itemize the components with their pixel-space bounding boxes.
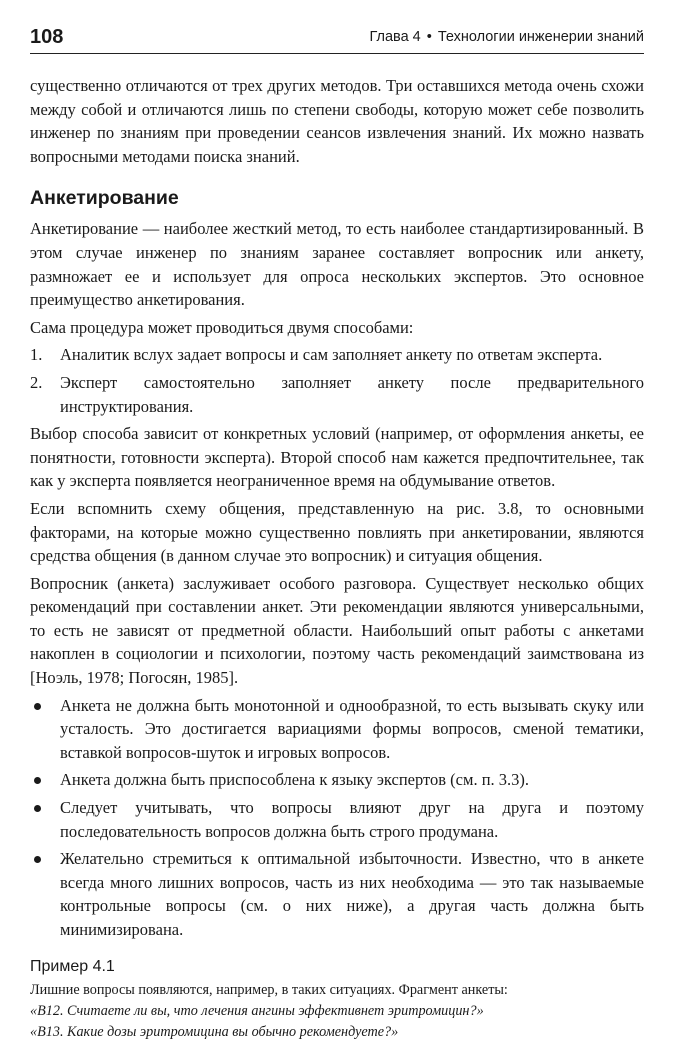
paragraph: Выбор способа зависит от конкретных условий (например, от оформления анкеты, ее понятности, готовности эксперта). Второй способ нам кажется предпочтительнее, так как у эксперта появляется неограниченное время на обдумывание ответов.: [30, 424, 644, 491]
bullet-list-item: [30, 796, 644, 843]
list-number: 1.: [30, 345, 43, 365]
chapter-label: Глава 4: [369, 29, 421, 45]
example-body: [30, 980, 644, 1043]
page-number: 108: [30, 26, 64, 48]
bullet-list-item: [30, 768, 644, 792]
list-item-text: Анкета не должна быть монотонной и однообразной, то есть вызывать скуку или усталость. Это достигается вариациями формы вопросов, сменой тематики, вставкой вопросов-шуток и игровых вопросов.: [60, 695, 644, 762]
bullet-icon: [34, 856, 41, 863]
chapter-title: [369, 28, 644, 46]
example-quote: «В12. Считаете ли вы, что лечения ангины эффективнет эритромицин?»: [30, 1002, 484, 1019]
list-item-text: Эксперт самостоятельно заполняет анкету после предварительного инструктирования.: [60, 372, 644, 416]
list-item-text: Желательно стремиться к оптимальной избыточности. Известно, что в анкете всегда много лишних вопросов, часть из них необходима — это так называемые контрольные вопросы (см. о них ниже), а другая часть должна быть минимизирована.: [60, 849, 644, 939]
list-number: 2.: [30, 372, 43, 392]
bullet-icon: [34, 805, 41, 812]
list-item-text: Следует учитывать, что вопросы влияют друг на друга и поэтому последовательность вопросов должна быть строго продумана.: [60, 798, 644, 841]
list-item-text: Анкета должна быть приспособлена к языку экспертов (см. п. 3.3).: [60, 770, 530, 790]
bullet-icon: [34, 777, 41, 784]
paragraph: Если вспомнить схему общения, представленную на рис. 3.8, то основными факторами, на которые можно существенно повлиять при анкетировании, являются средства общения (в данном случае это вопросник) и ситуация общения.: [30, 498, 644, 566]
list-item-text: Аналитик вслух задает вопросы и сам заполняет анкету по ответам эксперта.: [60, 345, 603, 365]
paragraph: Вопросник (анкета) заслуживает особого разговора. Существует несколько общих рекомендаций при составлении анкет. Эти рекомендации являются универсальными, то есть не зависят от предметной области. Наибольший опыт работы с анкетами накоплен в социологии и психологии, поэтому часть рекомендаций заимствована из [Ноэль, 1978; Погосян, 1985].: [30, 573, 644, 688]
paragraph: Сама процедура может проводиться двумя способами:: [30, 317, 414, 337]
intro-paragraph: существенно отличаются от трех других методов. Три оставшихся метода очень схожи между собой и отличаются лишь по степени свободы, которую может себе позволить инженер по знаниям при проведении сеансов извлечения знаний. Их можно назвать вопросными методами поиска знаний.: [30, 76, 644, 166]
page-content: [30, 74, 644, 1043]
example-heading: Пример 4.1: [30, 957, 115, 975]
example-intro: Лишние вопросы появляются, например, в таких ситуациях. Фрагмент анкеты:: [30, 981, 508, 998]
numbered-list-item: [30, 371, 644, 418]
example-quote: «В13. Какие дозы эритромицина вы обычно рекомендуете?»: [30, 1023, 399, 1040]
bullet-list-item: [30, 694, 644, 765]
running-header: [30, 25, 644, 54]
paragraph: Анкетирование — наиболее жесткий метод, то есть наиболее стандартизированный. В этом случае инженер по знаниям заранее составляет вопросник или анкету, размножает ее и использует для опроса нескольких экспертов. Это основное преимущество анкетирования.: [30, 219, 644, 310]
bullet-icon: [34, 703, 41, 710]
numbered-list: [30, 343, 644, 418]
bullet-list: [30, 694, 644, 942]
section-heading: Анкетирование: [30, 187, 179, 210]
bullet-list-item: [30, 847, 644, 941]
numbered-list-item: [30, 343, 644, 367]
chapter-name: Технологии инженерии знаний: [437, 29, 644, 45]
header-separator: •: [426, 29, 432, 45]
